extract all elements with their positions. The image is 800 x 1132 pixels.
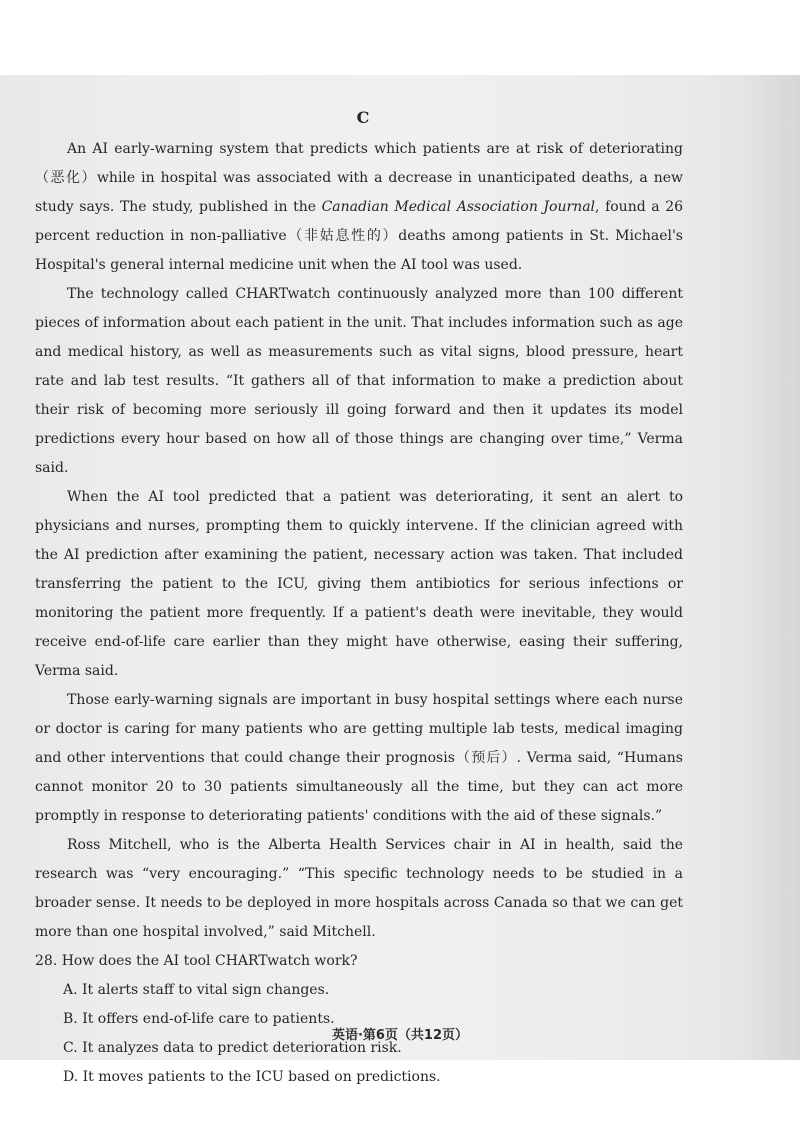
paragraph-5: Ross Mitchell, who is the Alberta Health Services chair in AI in health, said the research was “very encouraging.” “This specific technology needs to be studied in a broader sense. It needs to be deployed in more hospitals across Canada so that we can get more than one hospital involved,” said Mitchell. <box>35 837 683 940</box>
paragraph-1-text-b: , found a 26 percent reduction in non-palliative（非姑息性的）deaths among patients in St. Michael's Hospital's general internal medicine unit when the AI tool was used. <box>35 199 684 273</box>
option-a[interactable]: A. It alerts staff to vital sign changes. <box>63 982 330 998</box>
section-heading: C <box>356 108 370 127</box>
option-d[interactable]: D. It moves patients to the ICU based on predictions. <box>63 1069 441 1085</box>
reading-passage <box>35 108 683 1092</box>
page-footer: 英语·第6页（共12页） <box>331 1028 469 1043</box>
question-28: 28. How does the AI tool CHARTwatch work? <box>35 953 358 969</box>
paragraph-1 <box>35 135 683 280</box>
paragraph-1-text-a: An AI early-warning system that predicts which patients are at risk of deteriorating（恶化）while in hospital was associated with a decrease in unanticipated deaths, a new study says. The study, published in the <box>35 141 683 215</box>
paragraph-3: When the AI tool predicted that a patient was deteriorating, it sent an alert to physicians and nurses, prompting them to quickly intervene. If the clinician agreed with the AI prediction after examining the patient, necessary action was taken. That included transferring the patient to the ICU, giving them antibiotics for serious infections or monitoring the patient more frequently. If a patient's death were inevitable, they would receive end-of-life care earlier than they might have otherwise, easing their suffering, Verma said. <box>35 489 683 679</box>
paragraph-4: Those early-warning signals are important in busy hospital settings where each nurse or doctor is caring for many patients who are getting multiple lab tests, medical imaging and other interventions that could change their prognosis（预后）. Verma said, “Humans cannot monitor 20 to 30 patients simultaneously all the time, but they can act more promptly in response to deteriorating patients' conditions with the aid of these signals.” <box>35 692 683 824</box>
paragraph-2: The technology called CHARTwatch continuously analyzed more than 100 different pieces of information about each patient in the unit. That includes information such as age and medical history, as well as measurements such as vital signs, blood pressure, heart rate and lab test results. “It gathers all of that information to make a prediction about their risk of becoming more seriously ill going forward and then it updates its model predictions every hour based on how all of those things are changing over time,” Verma said. <box>35 286 683 476</box>
option-c[interactable]: C. It analyzes data to predict deterioration risk. <box>63 1040 402 1056</box>
journal-name: Canadian Medical Association Journal <box>321 199 596 215</box>
option-b[interactable]: B. It offers end-of-life care to patients. <box>63 1011 335 1027</box>
